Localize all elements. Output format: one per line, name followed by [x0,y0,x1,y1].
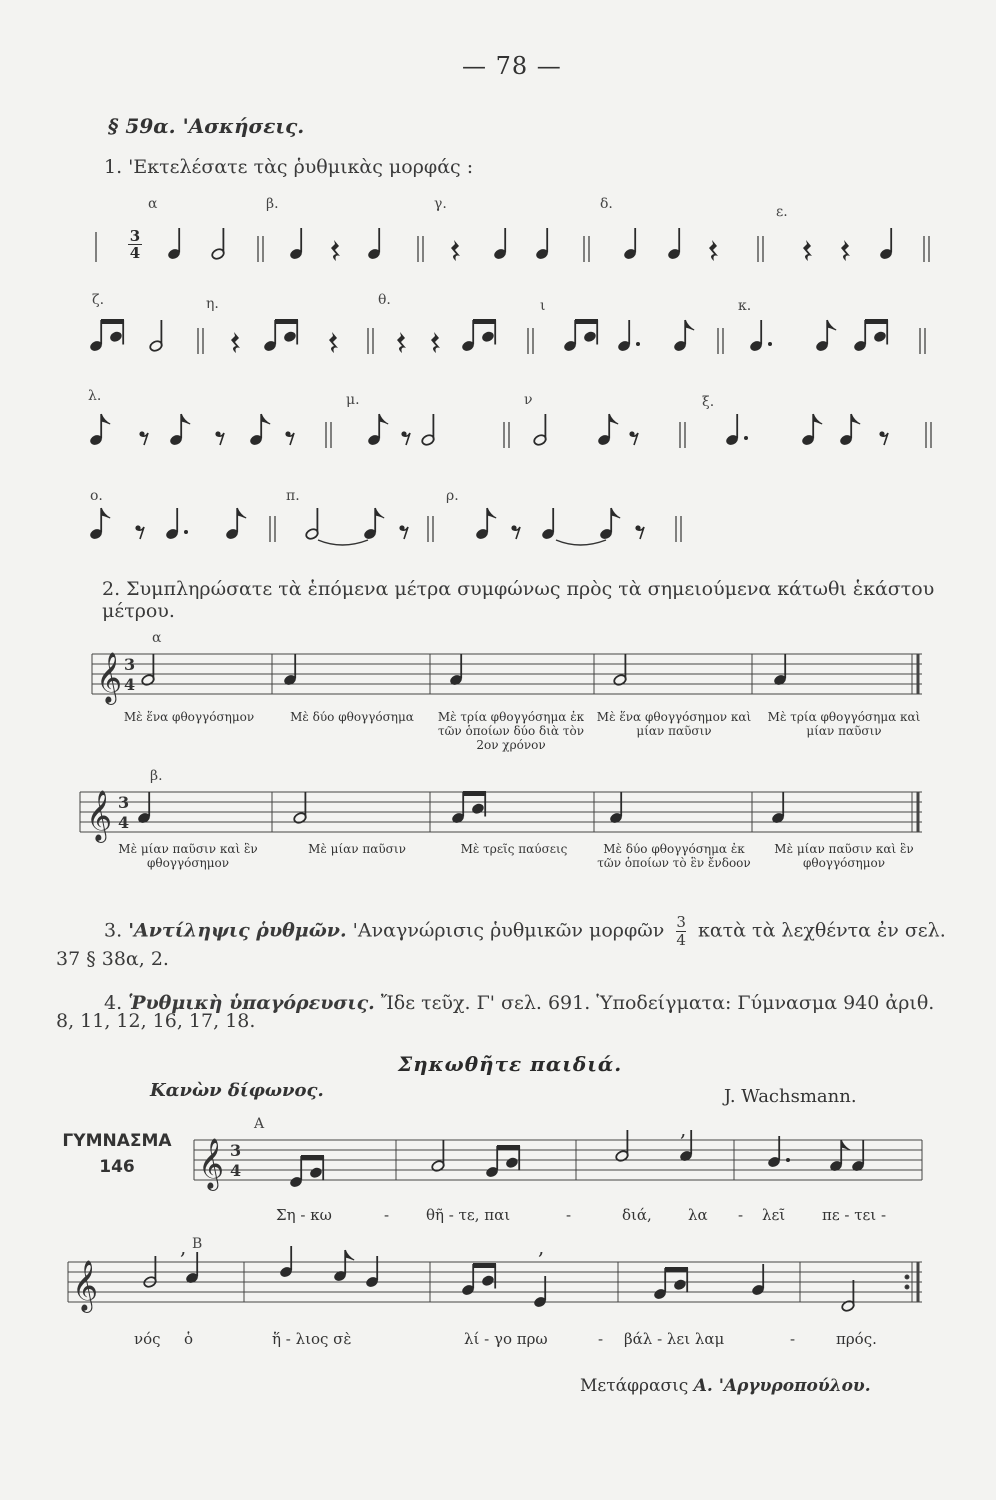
row-a-label: α [152,630,162,646]
svg-text:,: , [538,1235,545,1259]
rhythm-label: ν [524,392,533,408]
part-b-marker: B [192,1236,203,1252]
translator: Α. 'Αργυροπούλου. [693,1376,871,1396]
svg-text:4: 4 [230,1161,242,1180]
lyric: βάλ - λει λαμ [624,1330,725,1348]
rhythm-label: γ. [434,196,447,212]
lyric: - [790,1330,796,1348]
svg-text:,: , [680,1117,687,1141]
svg-text:4: 4 [124,675,136,694]
rhythm-row-1 [96,228,929,262]
svg-text:,: , [180,1235,187,1259]
measure-instruction: Μὲ ἕνα φθογγόσημον [123,710,255,724]
measure-instruction: Μὲ ἕνα φθογγόσημον καὶ μίαν παῦσιν [596,710,752,738]
lyric: διά, [622,1206,652,1224]
svg-text:𝄞: 𝄞 [72,1260,99,1311]
exercise-3-text: 'Αναγνώρισις ῥυθμικῶν μορφῶν [352,919,665,942]
page-number: — 78 — [462,52,562,80]
exercise-label: ΓΥΜΝΑΣΜΑ [62,1131,172,1151]
exercise-4-prefix: 4. [104,992,123,1014]
rhythm-row-2 [89,319,925,354]
exercise-2-text: 2. Συμπληρώσατε τὰ ἑπόμενα μέτρα συμφώνως πρὸς τὰ σημειούμενα κάτωθι ἑκάστου μέτρου. [102,578,935,622]
lyric: - [566,1206,572,1224]
exercise-number: 146 [99,1157,135,1177]
row-b-label: β. [150,768,163,784]
staff-a [92,654,922,694]
measure-instruction: Μὲ τρία φθογγόσημα καὶ μίαν παῦσιν [767,710,921,738]
svg-text:𝄞: 𝄞 [198,1138,225,1189]
rhythm-label: ξ. [702,394,715,410]
svg-text:3: 3 [118,793,130,812]
rhythm-label: ρ. [446,488,459,504]
fraction-denominator: 4 [676,931,686,949]
svg-text:3: 3 [230,1141,242,1160]
rhythm-label: μ. [346,392,360,408]
part-a-marker: A [254,1116,265,1132]
svg-text:3: 3 [124,655,136,674]
lyric: θῆ - τε, παι [426,1206,511,1224]
exercise-3-title: 'Αντίληψις ῥυθμῶν. [128,919,347,942]
rhythm-label: π. [286,488,300,504]
measure-instruction: Μὲ μίαν παῦσιν καὶ ἓν φθογγόσημον [118,842,258,870]
measure-instruction: Μὲ δύο φθογγόσημα [290,710,414,724]
exercise-3-line2: 37 § 38α, 2. [56,948,169,970]
rhythm-row-3 [89,414,931,448]
exercise-4-text: Ἴδε τεῦχ. Γ' σελ. 691. Ὑποδείγματα: Γύμνασμα 940 ἀριθ. [380,992,935,1014]
lyric: πρός. [836,1330,877,1348]
rhythm-label: λ. [88,388,102,404]
rhythm-label: ο. [90,488,103,504]
staff-b [80,792,922,832]
song-staff-2-notes [72,1235,855,1313]
exercise-4-title: Ῥυθμικὴ ὑπαγόρευσις. [128,992,375,1014]
rhythm-label: ζ. [92,292,105,308]
rhythm-label: κ. [738,298,752,314]
svg-text:𝄞: 𝄞 [96,652,123,703]
svg-text:4: 4 [118,813,130,832]
lyric: Ση - κω [276,1206,332,1224]
time-signature-denominator: 4 [129,244,141,262]
rhythm-label: η. [206,296,219,312]
lyric: λί - γο πρω [464,1330,548,1348]
canon-label: Κανὼν δίφωνος. [150,1080,324,1101]
staff-b-notes [86,790,785,843]
exercise-3-prefix: 3. [104,919,123,942]
lyric: λα [688,1206,708,1224]
rhythm-label: θ. [378,292,391,308]
song-title: Σηκωθῆτε παιδιά. [398,1052,623,1076]
translation-prefix: Μετάφρασις [580,1376,689,1396]
lyric: - [384,1206,390,1224]
measure-instruction: Μὲ μίαν παῦσιν καὶ ἓν φθογγόσημον [774,842,914,870]
rhythm-label: α [148,196,158,212]
svg-text:𝄞: 𝄞 [86,790,113,841]
exercise-3-text-after: κατὰ τὰ λεχθέντα ἐν σελ. [697,919,946,942]
time-signature-numerator: 3 [129,227,141,245]
staff-a-notes [96,652,787,705]
lyric: πε - τει - [822,1206,887,1224]
composer: J. Wachsmann. [724,1086,857,1107]
rhythm-row-4 [89,508,681,545]
section-title: § 59α. 'Ασκήσεις. [108,114,305,138]
lyric: νός [134,1330,161,1348]
lyric: - [598,1330,604,1348]
lyric: ἥ - λιος σὲ [272,1330,352,1348]
exercise-4-line2: 8, 11, 12, 16, 17, 18. [56,1010,256,1032]
rhythm-label: ι [540,298,546,314]
measure-instruction: Μὲ τρεῖς παύσεις [460,842,568,856]
lyric: - [738,1206,744,1224]
lyric: λεῖ [762,1206,786,1224]
fraction-numerator: 3 [676,913,686,931]
measure-instruction: Μὲ τρία φθογγόσημα ἐκ τῶν ὁποίων δύο διὰ τὸν 2ον χρόνον [437,710,585,752]
measure-instruction: Μὲ μίαν παῦσιν [308,842,406,856]
rhythm-label: ε. [776,204,788,220]
rhythm-label: β. [266,196,279,212]
rhythm-label: δ. [600,196,613,212]
exercise-1-text: 1. 'Εκτελέσατε τὰς ῥυθμικὰς μορφάς : [104,156,474,178]
lyric: ὁ [184,1330,194,1348]
measure-instruction: Μὲ δύο φθογγόσημα ἐκ τῶν ὁποίων τὸ ἓν ἔνδοον [597,842,751,870]
